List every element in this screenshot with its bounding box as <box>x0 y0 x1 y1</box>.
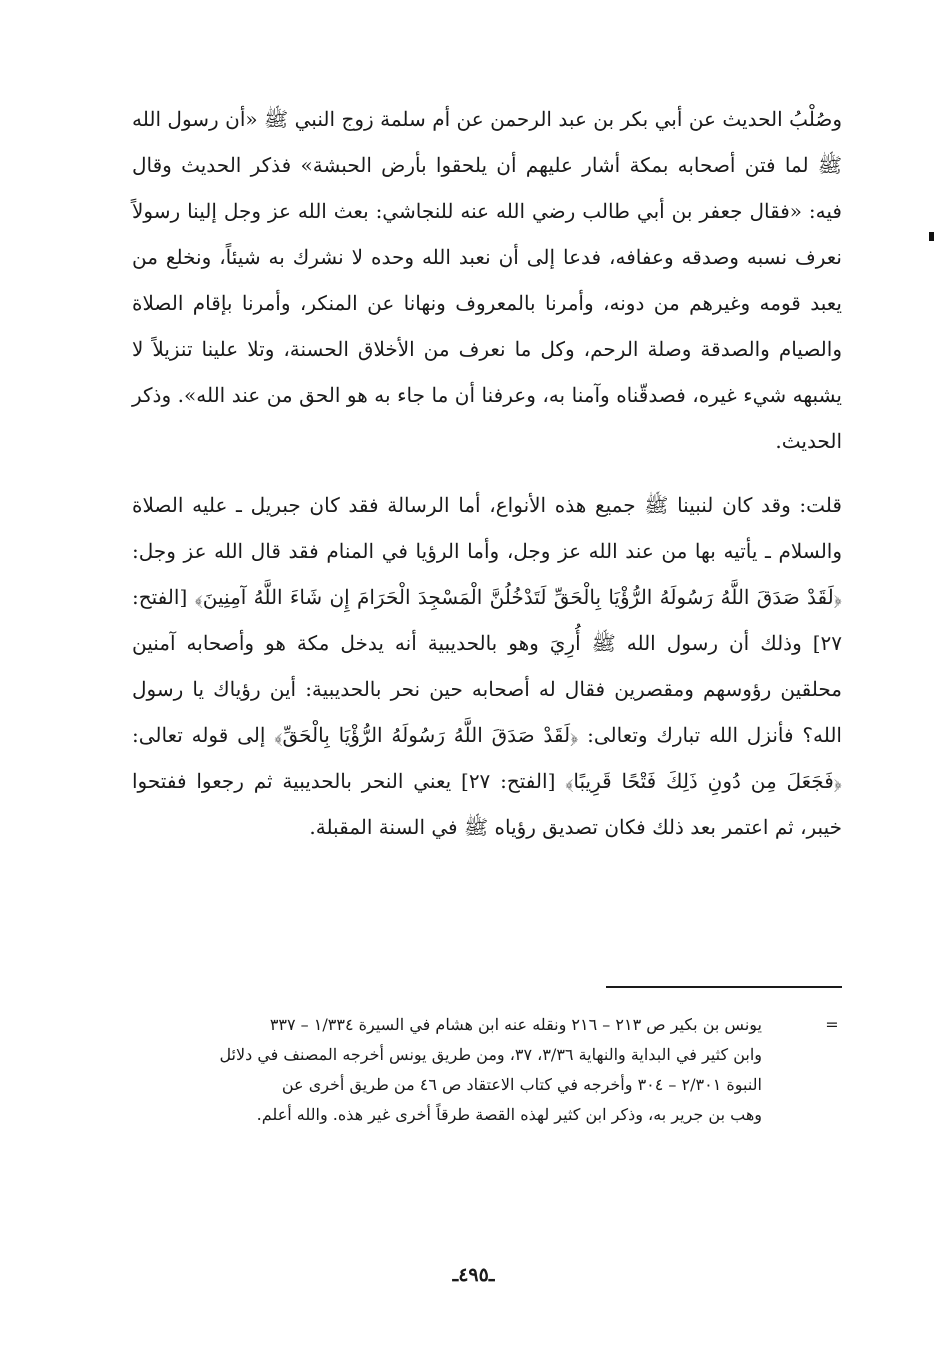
page-edge-mark <box>929 232 934 241</box>
page-number: ـ٤٩٥ـ <box>452 1264 495 1286</box>
footnote-lines <box>132 1010 762 1130</box>
footnote-line: يونس بن بكير ص ٢١٣ – ٢١٦ ونقله عنه ابن هشام في السيرة ١/٣٣٤ – ٣٣٧ <box>269 1015 762 1034</box>
footnote-line: وابن كثير في البداية والنهاية ٣/٣٦، ٣٧، ومن طريق يونس أخرجه المصنف في دلائل <box>219 1045 762 1064</box>
footnote-separator <box>606 986 842 988</box>
footnote-line: وهب بن جرير به، وذكر ابن كثير لهذه القصة طرقاً أخرى غير هذه. والله أعلم. <box>256 1105 762 1124</box>
main-text <box>132 96 842 850</box>
paragraph-commentary: قلت: وقد كان لنبينا ﷺ جميع هذه الأنواع، أما الرسالة فقد كان جبريل ـ عليه الصلاة والسلام ـ يأتيه بها من عند الله عز وجل، وأما الرؤيا في المنام فقد قال الله عز وجل: ﴿لَقَدْ صَدَقَ اللَّهُ رَسُولَهُ الرُّؤْيَا بِالْحَقِّ لَتَدْخُلُنَّ الْمَسْجِدَ الْحَرَامَ إِن شَاءَ اللَّهُ آمِنِينَ﴾ [الفتح: ٢٧] وذلك أن رسول الله ﷺ أُرِيَ وهو بالحديبية أنه يدخل مكة هو وأصحابه آمنين محلقين رؤوسهم ومقصرين فقال له أصحابه حين نحر بالحديبية: أين رؤياك يا رسول الله؟ فأنزل الله تبارك وتعالى: ﴿لَقَدْ صَدَقَ اللَّهُ رَسُولَهُ الرُّؤْيَا بِالْحَقِّ﴾ إلى قوله تعالى: ﴿فَجَعَلَ مِن دُونِ ذَلِكَ فَتْحًا قَرِيبًا﴾ [الفتح: ٢٧] يعني النحر بالحديبية ثم رجعوا ففتحوا خيبر، ثم اعتمر بعد ذلك فكان تصديق رؤياه ﷺ في السنة المقبلة. <box>132 493 843 839</box>
footnote <box>132 1010 842 1130</box>
footnote-line: النبوة ٢/٣٠١ – ٣٠٤ وأخرجه في كتاب الاعتقاد ص ٤٦ من طريق أخرى عن <box>281 1075 762 1094</box>
paragraph-hadith: وصُلْبُ الحديث عن أبي بكر بن عبد الرحمن عن أم سلمة زوج النبي ﷺ «أن رسول الله ﷺ لما فتن أصحابه بمكة أشار عليهم أن يلحقوا بأرض الحبشة» فذكر الحديث وقال فيه: «فقال جعفر بن أبي طالب رضي الله عنه للنجاشي: بعث الله عز وجل إلينا رسولاً نعرف نسبه وصدقه وعفافه، فدعا إلى أن نعبد الله وحده لا نشرك به شيئاً، ونخلع من يعبد قومه وغيرهم من دونه، وأمرنا بالمعروف ونهانا عن المنكر، وأمرنا بإقام الصلاة والصيام والصدقة وصلة الرحم، وكل ما نعرف من الأخلاق الحسنة، وتلا علينا تنزيلاً لا يشبهه شيء غيره، فصدقّناه وآمنا به، وعرفنا أن ما جاء به هو الحق من عند الله». وذكر الحديث. <box>132 107 842 453</box>
footnote-continuation-marker: = <box>825 1015 839 1034</box>
